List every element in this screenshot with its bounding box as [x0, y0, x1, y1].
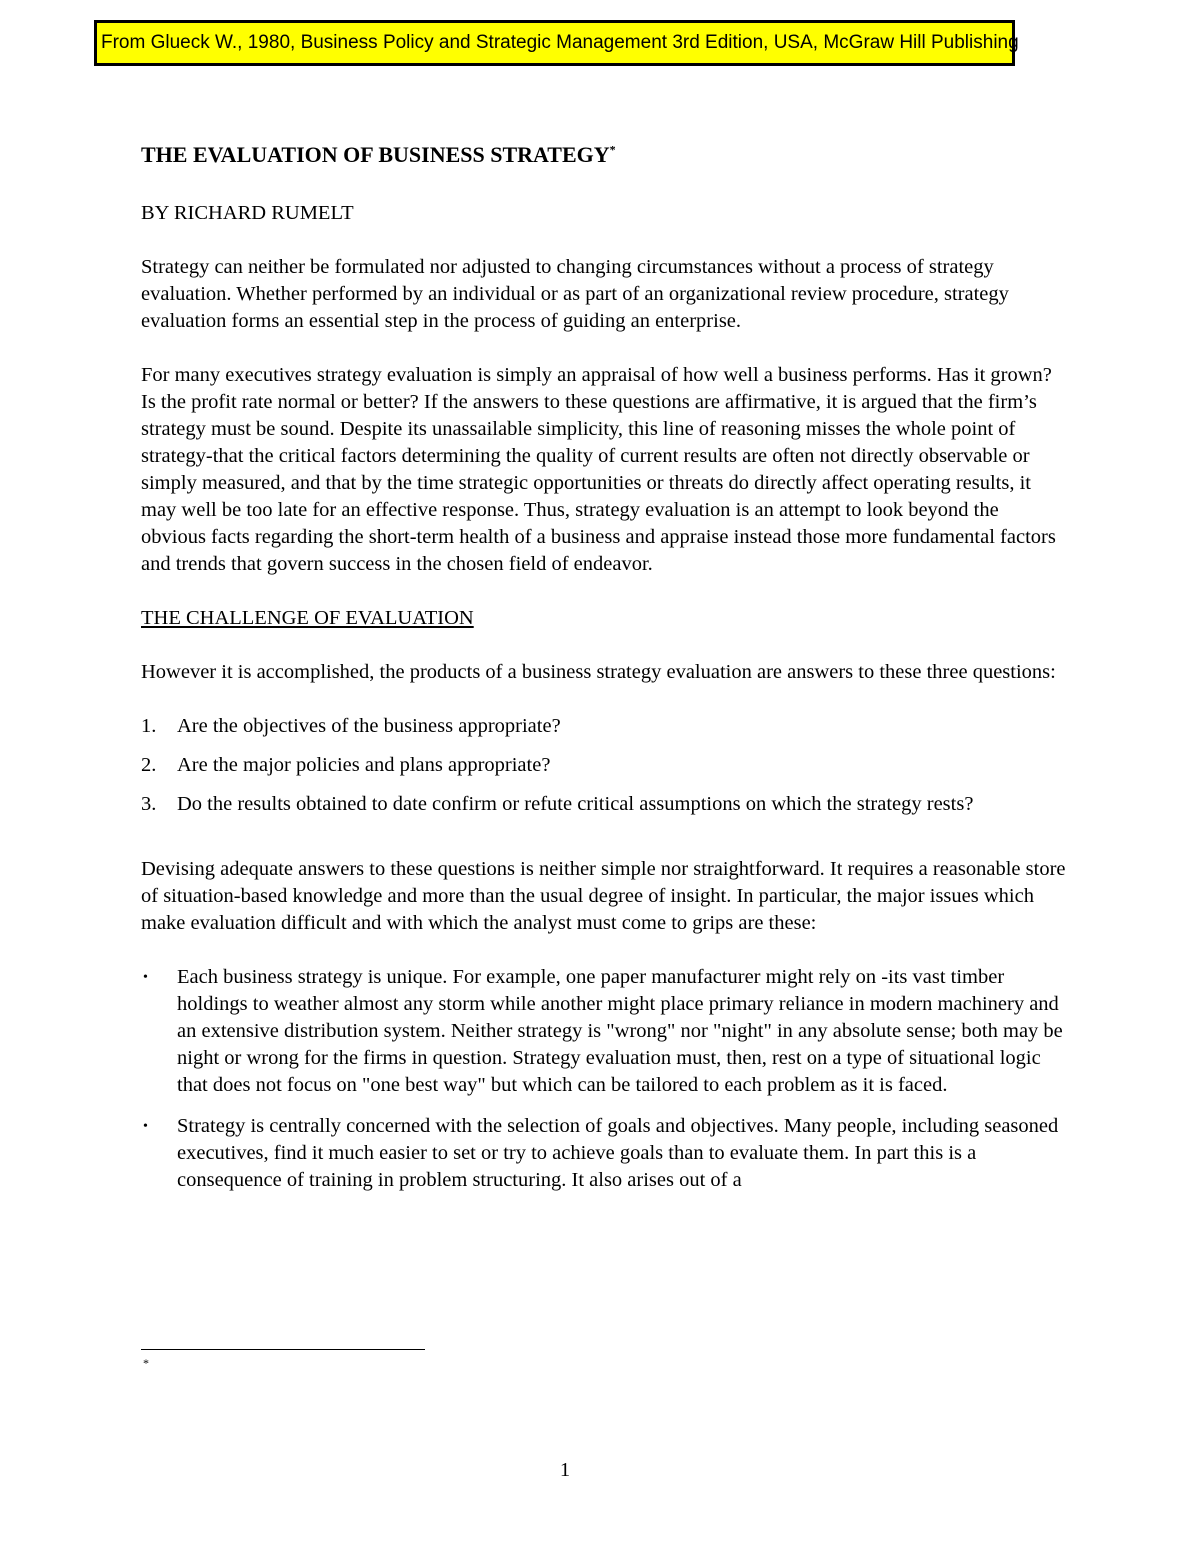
bullet-icon: • — [143, 1119, 148, 1134]
list-item-text: Do the results obtained to date confirm or refute critical assumptions on which the strategy rests? — [177, 793, 974, 815]
title-text: THE EVALUATION OF BUSINESS STRATEGY — [141, 142, 610, 167]
paragraph-intro: Strategy can neither be formulated nor adjusted to changing circumstances without a process of strategy evaluation. Whether performed by an individual or as part of an organizational review procedure, strategy evaluation forms an essential step in the process of guiding an enterprise. — [141, 256, 1009, 332]
list-item-number: 2. — [141, 754, 157, 776]
list-item — [141, 713, 1066, 740]
issues-list — [141, 964, 1066, 1194]
section-heading: THE CHALLENGE OF EVALUATION — [141, 607, 474, 629]
list-item-text: Strategy is centrally concerned with the selection of goals and objectives. Many people, including seasoned executives, find it much easier to set or try to achieve goals than to evaluate them. In part this is a consequence of training in problem structuring. It also arises out of a — [177, 1115, 1059, 1191]
paragraph-executives: For many executives strategy evaluation is simply an appraisal of how well a business performs. Has it grown? Is the profit rate normal or better? If the answers to these questions are affirmative, it is argued that the firm’s strategy must be sound. Despite its unassailable simplicity, this line of reasoning misses the whole point of strategy-that the critical factors determining the quality of current results are often not directly observable or simply measured, and that by the time strategic opportunities or threats do directly affect operating results, it may well be too late for an effective response. Thus, strategy evaluation is an attempt to look beyond the obvious facts regarding the short-term health of a business and appraise instead those more fundamental factors and trends that govern success in the chosen field of endeavor. — [141, 364, 1056, 575]
list-item — [141, 1113, 1066, 1194]
document-title — [141, 140, 1066, 170]
bullet-icon: • — [143, 970, 148, 985]
list-item-text: Are the objectives of the business appropriate? — [177, 715, 561, 737]
title-footnote-marker: * — [609, 142, 616, 157]
page-number: 1 — [559, 1459, 571, 1481]
paragraph-devising: Devising adequate answers to these questions is neither simple nor straightforward. It requires a reasonable store of situation-based knowledge and more than the usual degree of insight. In particular, the major issues which make evaluation difficult and with which the analyst must come to grips are these: — [141, 858, 1066, 934]
document-body — [141, 140, 1066, 1208]
questions-list — [141, 713, 1066, 818]
list-item — [141, 752, 1066, 779]
paragraph-section-intro: However it is accomplished, the products of a business strategy evaluation are answers to these three questions: — [141, 661, 1056, 683]
source-citation-box — [94, 20, 1019, 66]
list-item — [141, 964, 1066, 1099]
list-item-text: Each business strategy is unique. For example, one paper manufacturer might rely on -its vast timber holdings to weather almost any storm while another might place primary reliance in modern machinery and an extensive distribution system. Neither strategy is "wrong" nor "night" in any absolute sense; both may be night or wrong for the firms in question. Strategy evaluation must, then, rest on a type of situational logic that does not focus on "one best way" but which can be tailored to each problem as it is faced. — [177, 966, 1063, 1096]
list-item — [141, 791, 1066, 818]
list-item-number: 1. — [141, 715, 157, 737]
author-line: BY RICHARD RUMELT — [141, 202, 354, 224]
footnote-divider — [141, 1349, 425, 1350]
footnote-marker: * — [143, 1356, 149, 1370]
list-item-number: 3. — [141, 793, 157, 815]
source-citation-text: From Glueck W., 1980, Business Policy and Strategic Management 3rd Edition, USA, McGraw Hill Publishing — [101, 32, 1019, 53]
list-item-text: Are the major policies and plans appropriate? — [177, 754, 551, 776]
